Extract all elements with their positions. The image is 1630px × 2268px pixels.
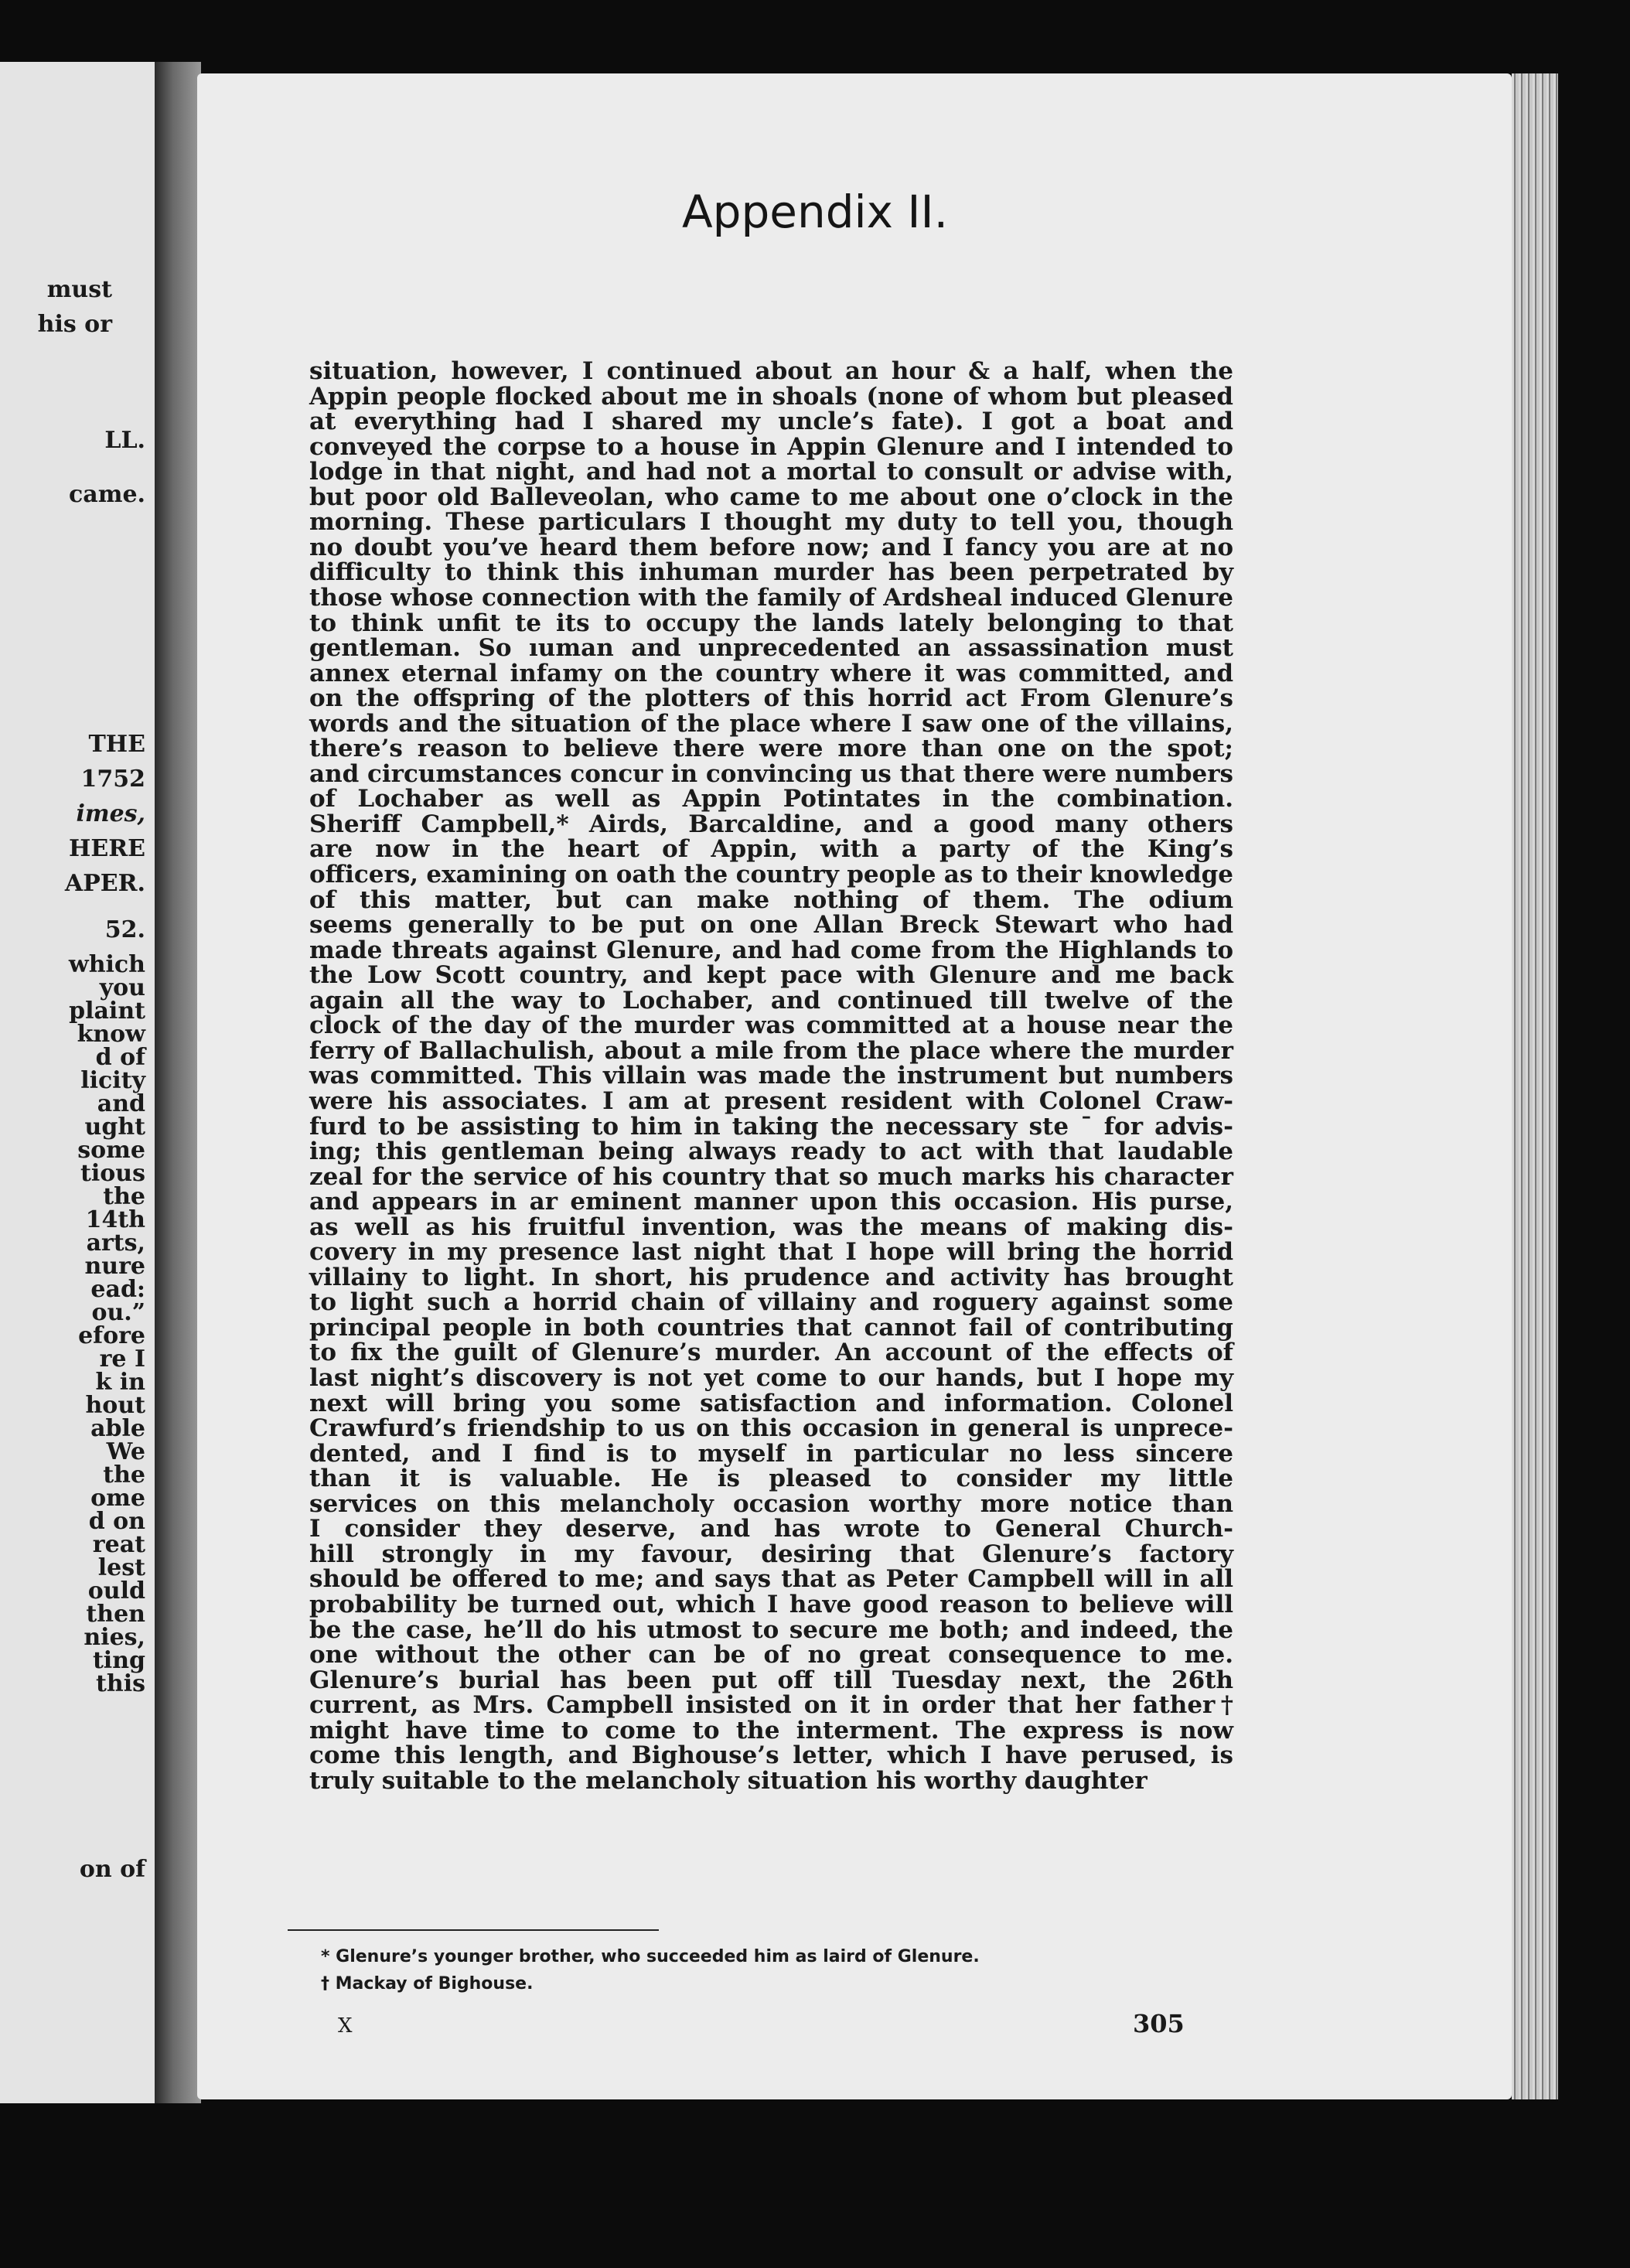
body-line: villainy to light. In short, his prudence and activity has brought: [309, 1264, 1233, 1291]
left-page-line: ting: [92, 1647, 145, 1674]
body-line: hill strongly in my favour, desiring that Glenure’s factory: [309, 1540, 1233, 1568]
left-page-line: 1752: [80, 766, 145, 793]
left-page-line: some: [77, 1137, 145, 1164]
left-page-line: ould: [87, 1577, 145, 1605]
body-line: to think unfit te its to occupy the lands lately belonging to that: [309, 609, 1233, 637]
body-line: covery in my presence last night that I hope will bring the horrid: [309, 1238, 1233, 1266]
body-line: clock of the day of the murder was committed at a house near the: [309, 1011, 1233, 1039]
body-line: ing; this gentleman being always ready to act with that laudable: [309, 1137, 1233, 1165]
body-line: situation, however, I continued about an hour & a half, when the: [309, 357, 1233, 385]
left-page-line: 52.: [104, 916, 145, 943]
left-page-line: d of: [95, 1044, 145, 1071]
body-line: as well as his fruitful invention, was the means of making dis-: [309, 1213, 1233, 1241]
body-line: are now in the heart of Appin, with a party of the King’s: [309, 835, 1233, 863]
left-page-line: you: [99, 974, 145, 1001]
left-page-line: must: [46, 276, 112, 303]
left-page-line: on of: [79, 1856, 145, 1883]
left-page-line: know: [77, 1021, 145, 1048]
left-page-line: lest: [97, 1554, 145, 1581]
body-line: to fix the guilt of Glenure’s murder. An account of the effects of: [309, 1339, 1233, 1366]
body-line: annex eternal infamy on the country where it was committed, and: [309, 660, 1233, 687]
body-line: services on this melancholy occasion worthy more notice than: [309, 1490, 1233, 1518]
body-line: seems generally to be put on one Allan Breck Stewart who had: [309, 911, 1233, 939]
left-page-line: the: [103, 1461, 145, 1489]
left-page-line: licity: [80, 1067, 145, 1094]
book-gutter: [155, 62, 201, 2103]
body-line: come this length, and Bighouse’s letter, which I have perused, is: [309, 1741, 1233, 1769]
left-page-line: then: [86, 1601, 145, 1628]
body-line: difficulty to think this inhuman murder has been perpetrated by: [309, 558, 1233, 586]
left-page-line: d on: [88, 1508, 145, 1535]
body-line: again all the way to Lochaber, and continued till twelve of the: [309, 987, 1233, 1015]
left-page-line: ome: [90, 1485, 145, 1512]
body-line: gentleman. So ıuman and unprecedented an assassination must: [309, 634, 1233, 662]
left-page-line: k in: [95, 1369, 145, 1396]
body-line: should be offered to me; and says that as Peter Campbell will in all: [309, 1565, 1233, 1593]
body-line: ferry of Ballachulish, about a mile from the place where the murder: [309, 1037, 1233, 1065]
left-page-line: re I: [99, 1345, 145, 1373]
left-page-line: LL.: [104, 427, 145, 454]
body-line: truly suitable to the melancholy situation his worthy daughter: [309, 1767, 1147, 1795]
body-line: than it is valuable. He is pleased to consider my little: [309, 1465, 1233, 1492]
body-line: lodge in that night, and had not a mortal to consult or advise with,: [309, 458, 1233, 486]
body-line: be the case, he’ll do his utmost to secure me both; and indeed, the: [309, 1616, 1233, 1644]
body-line: zeal for the service of his country that so much marks his character: [309, 1163, 1233, 1191]
body-line: morning. These particulars I thought my duty to tell you, though: [309, 508, 1233, 536]
body-line: on the offspring of the plotters of this horrid act From Glenure’s: [309, 684, 1233, 712]
footnote-1: * Glenure’s younger brother, who succeeded him as laird of Glenure.: [321, 1947, 980, 1966]
left-page-line: tious: [80, 1160, 145, 1187]
left-page-line: nure: [84, 1253, 145, 1280]
body-line: to light such a horrid chain of villainy and roguery against some: [309, 1288, 1233, 1316]
body-line: were his associates. I am at present resident with Colonel Craw-: [309, 1087, 1233, 1115]
left-page-fragment: [0, 62, 155, 2103]
footnote-rule: [288, 1929, 659, 1931]
left-page-line: his or: [37, 311, 112, 338]
body-line: was committed. This villain was made the instrument but numbers: [309, 1062, 1233, 1090]
left-page-line: efore: [78, 1322, 145, 1349]
left-page-line: 14th: [85, 1206, 145, 1233]
page-title: Appendix II.: [681, 186, 949, 238]
left-page-line: this: [96, 1670, 145, 1697]
left-page-line: APER.: [64, 870, 145, 897]
left-page-line: nies,: [84, 1624, 145, 1651]
body-line: I consider they deserve, and has wrote to General Church-: [309, 1515, 1233, 1543]
signature-mark: X: [338, 2014, 353, 2038]
left-page-line: hout: [85, 1392, 145, 1419]
body-line: conveyed the corpse to a house in Appin Glenure and I intended to: [309, 433, 1233, 461]
left-page-line: ou.”: [91, 1299, 145, 1326]
body-line: furd to be assisting to him in taking the necessary ste ˉ for advis-: [309, 1113, 1233, 1141]
body-line: but poor old Balleveolan, who came to me about one o’clock in the: [309, 483, 1233, 511]
body-line: those whose connection with the family of Ardsheal induced Glenure: [309, 584, 1233, 612]
left-page-line: which: [68, 951, 145, 978]
body-line: no doubt you’ve heard them before now; and I fancy you are at no: [309, 534, 1233, 561]
left-page-line: ead:: [90, 1276, 145, 1303]
body-line: dented, and I find is to myself in particular no less sincere: [309, 1440, 1233, 1468]
body-line: Sheriff Campbell,* Airds, Barcaldine, and a good many others: [309, 810, 1233, 838]
body-line: next will bring you some satisfaction and information. Colonel: [309, 1390, 1233, 1417]
body-line: there’s reason to believe there were more than one on the spot;: [309, 735, 1233, 762]
body-line: words and the situation of the place where I saw one of the villains,: [309, 710, 1233, 738]
body-line: of Lochaber as well as Appin Potintates in the combination.: [309, 785, 1233, 813]
body-line: the Low Scott country, and kept pace with Glenure and me back: [309, 961, 1233, 989]
footnote-2: † Mackay of Bighouse.: [321, 1974, 534, 1993]
left-page-line: We: [106, 1438, 145, 1465]
body-line: at everything had I shared my uncle’s fate). I got a boat and: [309, 408, 1233, 435]
left-page-line: HERE: [68, 835, 145, 862]
left-page-line: ught: [84, 1114, 145, 1141]
body-line: probability be turned out, which I have good reason to believe will: [309, 1591, 1233, 1618]
body-line: and circumstances concur in convincing us that there were numbers: [309, 760, 1233, 788]
body-line: might have time to come to the interment. The express is now: [309, 1717, 1233, 1744]
body-line: Appin people flocked about me in shoals (none of whom but pleased: [309, 383, 1233, 411]
body-line: and appears in ar eminent manner upon this occasion. His purse,: [309, 1188, 1233, 1216]
body-line: last night’s discovery is not yet come to our hands, but I hope my: [309, 1364, 1233, 1392]
body-line: principal people in both countries that cannot fail of contributing: [309, 1314, 1233, 1342]
left-page-line: imes,: [76, 800, 145, 827]
body-line: Crawfurd’s friendship to us on this occasion in general is unprece-: [309, 1414, 1233, 1442]
left-page-line: reat: [92, 1531, 145, 1558]
left-page-line: and: [97, 1090, 145, 1117]
body-line: of this matter, but can make nothing of them. The odium: [309, 886, 1233, 914]
left-page-line: came.: [69, 481, 145, 508]
left-page-line: plaint: [69, 998, 145, 1025]
body-line: officers, examining on oath the country people as to their knowledge: [309, 861, 1233, 888]
left-page-line: THE: [88, 731, 145, 758]
left-page-line: the: [103, 1183, 145, 1210]
body-line: made threats against Glenure, and had come from the Highlands to: [309, 936, 1233, 964]
left-page-line: arts,: [86, 1229, 145, 1257]
left-page-line: able: [90, 1415, 145, 1442]
body-line: Glenure’s burial has been put off till Tuesday next, the 26th: [309, 1666, 1233, 1694]
body-line: current, as Mrs. Campbell insisted on it in order that her father†: [309, 1691, 1233, 1719]
page-edges: [1512, 73, 1558, 2099]
body-line: one without the other can be of no great consequence to me.: [309, 1641, 1233, 1669]
page-number: 305: [1133, 2009, 1185, 2038]
